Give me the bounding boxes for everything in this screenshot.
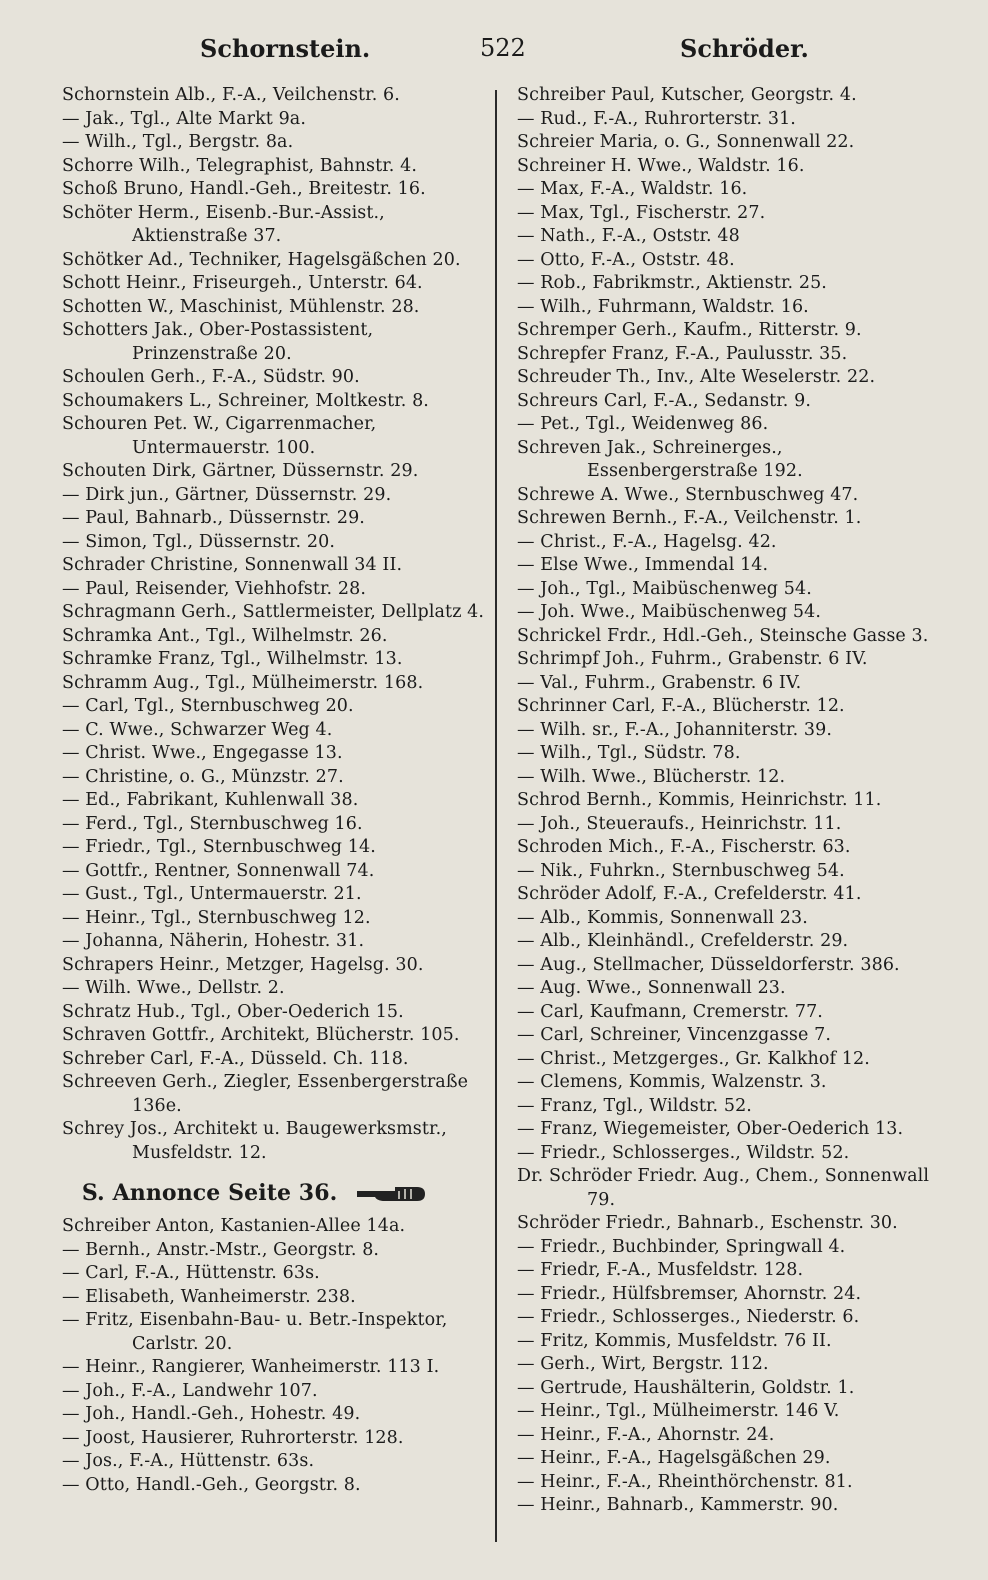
directory-entry: — Wilh. Wwe., Blücherstr. 12.	[517, 766, 786, 787]
directory-entry: — Nik., Fuhrkn., Sternbuschweg 54.	[517, 860, 845, 881]
directory-entry: Schreurs Carl, F.-A., Sedanstr. 9.	[517, 390, 812, 411]
directory-entry: — Jos., F.-A., Hüttenstr. 63s.	[62, 1451, 315, 1471]
directory-entry: Schreven Jak., Schreinerges., Essenbergerstraße 192.	[517, 437, 803, 481]
directory-entry: Schouten Dirk, Gärtner, Düssernstr. 29.	[62, 461, 419, 481]
directory-entry: — Wilh., Fuhrmann, Waldstr. 16.	[517, 296, 809, 317]
directory-entry: — C. Wwe., Schwarzer Weg 4.	[62, 719, 333, 740]
directory-entry: Schöter Herm., Eisenb.-Bur.-Assist., Aktienstraße 37.	[62, 202, 385, 246]
directory-entry: — Aug. Wwe., Sonnenwall 23.	[517, 978, 786, 998]
directory-entry: — Carl, Schreiner, Vincenzgasse 7.	[517, 1025, 832, 1045]
directory-entry: — Paul, Bahnarb., Düssernstr. 29.	[62, 508, 365, 528]
directory-entry: — Wilh., Tgl., Südstr. 78.	[517, 743, 741, 763]
directory-entry: Dr. Schröder Friedr. Aug., Chem., Sonnenwall 79.	[517, 1166, 930, 1210]
directory-entry: — Wilh., Tgl., Bergstr. 8a.	[62, 132, 294, 152]
directory-entry: Schremper Gerh., Kaufm., Ritterstr. 9.	[517, 320, 862, 340]
directory-entry: — Jak., Tgl., Alte Markt 9a.	[62, 108, 306, 129]
directory-entry: Schragmann Gerh., Sattlermeister, Dellplatz 4.	[62, 602, 485, 622]
directory-entry: Schreier Maria, o. G., Sonnenwall 22.	[517, 132, 855, 152]
directory-entry: — Christ., F.-A., Hagelsg. 42.	[517, 531, 777, 552]
directory-entry: — Bernh., Anstr.-Mstr., Georgstr. 8.	[62, 1239, 380, 1260]
directory-entry: — Fritz, Kommis, Musfeldstr. 76 II.	[517, 1330, 832, 1351]
directory-entry: — Gust., Tgl., Untermauerstr. 21.	[62, 884, 362, 904]
directory-entry: Schröder Friedr., Bahnarb., Eschenstr. 30.	[517, 1213, 898, 1233]
pointing-hand-icon	[355, 1185, 427, 1203]
directory-entry: — Friedr., Schlosserges., Niederstr. 6.	[517, 1307, 860, 1327]
directory-entry: — Elisabeth, Wanheimerstr. 238.	[62, 1286, 356, 1307]
directory-entry: — Otto, Handl.-Geh., Georgstr. 8.	[62, 1474, 361, 1495]
directory-entry: — Ed., Fabrikant, Kuhlenwall 38.	[62, 790, 359, 810]
directory-entry: — Heinr., Tgl., Sternbuschweg 12.	[62, 907, 371, 928]
directory-entry: Schreiber Anton, Kastanien-Allee 14a.	[62, 1216, 406, 1236]
directory-entry: Schratz Hub., Tgl., Ober-Oederich 15.	[62, 1001, 404, 1022]
directory-entry: — Nath., F.-A., Oststr. 48	[517, 226, 740, 246]
header-right-keyword: Schröder.	[680, 34, 809, 63]
left-column	[62, 84, 497, 1497]
right-entries	[517, 84, 947, 1518]
page-number: 522	[480, 34, 526, 62]
directory-entry: — Christ. Wwe., Engegasse 13.	[62, 743, 343, 763]
directory-entry: Schornstein Alb., F.-A., Veilchenstr. 6.	[62, 85, 400, 105]
directory-entry: — Joh., Handl.-Geh., Hohestr. 49.	[62, 1404, 361, 1424]
directory-entry: Schröder Adolf, F.-A., Crefelderstr. 41.	[517, 884, 862, 904]
directory-entry: — Joh., Steueraufs., Heinrichstr. 11.	[517, 813, 842, 834]
directory-entry: Schramke Franz, Tgl., Wilhelmstr. 13.	[62, 649, 403, 669]
directory-entry: Schorre Wilh., Telegraphist, Bahnstr. 4.	[62, 155, 418, 176]
directory-entry: Schouren Pet. W., Cigarrenmacher, Untermauerstr. 100.	[62, 414, 377, 458]
directory-entry: — Carl, Kaufmann, Cremerstr. 77.	[517, 1001, 823, 1022]
directory-entry: — Max, F.-A., Waldstr. 16.	[517, 179, 748, 199]
directory-entry: Schoulen Gerh., F.-A., Südstr. 90.	[62, 367, 360, 387]
directory-entry: — Joost, Hausierer, Ruhrorterstr. 128.	[62, 1427, 404, 1448]
directory-entry: — Rud., F.-A., Ruhrorterstr. 31.	[517, 108, 796, 129]
directory-entry: — Else Wwe., Immendal 14.	[517, 555, 769, 575]
directory-entry: Schroden Mich., F.-A., Fischerstr. 63.	[517, 837, 851, 857]
directory-entry: Schrewen Bernh., F.-A., Veilchenstr. 1.	[517, 508, 862, 528]
directory-entry: — Ferd., Tgl., Sternbuschweg 16.	[62, 813, 363, 834]
directory-entry: — Dirk jun., Gärtner, Düssernstr. 29.	[62, 484, 392, 505]
directory-entry: Schotten W., Maschinist, Mühlenstr. 28.	[62, 296, 420, 317]
directory-entry: Schreber Carl, F.-A., Düsseld. Ch. 118.	[62, 1048, 409, 1069]
directory-entry: Schrewe A. Wwe., Sternbuschweg 47.	[517, 484, 859, 505]
directory-entry: — Franz, Tgl., Wildstr. 52.	[517, 1095, 752, 1116]
directory-entry: — Wilh. Wwe., Dellstr. 2.	[62, 978, 285, 998]
directory-entry: — Wilh. sr., F.-A., Johanniterstr. 39.	[517, 719, 833, 740]
directory-entry: — Aug., Stellmacher, Düsseldorferstr. 386.	[517, 954, 900, 975]
directory-entry: — Otto, F.-A., Oststr. 48.	[517, 249, 735, 270]
directory-entry: Schrod Bernh., Kommis, Heinrichstr. 11.	[517, 790, 882, 810]
directory-entry: Schraven Gottfr., Architekt, Blücherstr. 105.	[62, 1025, 460, 1045]
directory-entry: Schrinner Carl, F.-A., Blücherstr. 12.	[517, 696, 845, 716]
right-column	[517, 84, 947, 1518]
directory-entry: — Johanna, Näherin, Hohestr. 31.	[62, 931, 365, 951]
directory-entry: Schoß Bruno, Handl.-Geh., Breitestr. 16.	[62, 179, 426, 199]
directory-entry: — Joh. Wwe., Maibüschenweg 54.	[517, 602, 822, 622]
directory-entry: — Carl, Tgl., Sternbuschweg 20.	[62, 696, 354, 716]
directory-entry: — Friedr., Buchbinder, Springwall 4.	[517, 1236, 846, 1257]
directory-entry: — Alb., Kommis, Sonnenwall 23.	[517, 907, 808, 928]
directory-entry: — Heinr., Rangierer, Wanheimerstr. 113 I.	[62, 1357, 440, 1377]
directory-entry: Schötker Ad., Techniker, Hagelsgäßchen 20.	[62, 249, 461, 270]
directory-entry: Schotters Jak., Ober-Postassistent, Prinzenstraße 20.	[62, 320, 374, 364]
directory-entry: — Joh., Tgl., Maibüschenweg 54.	[517, 578, 812, 599]
directory-entry: — Gertrude, Haushälterin, Goldstr. 1.	[517, 1377, 855, 1398]
directory-entry: — Val., Fuhrm., Grabenstr. 6 IV.	[517, 672, 802, 693]
directory-entry: Schrimpf Joh., Fuhrm., Grabenstr. 6 IV.	[517, 649, 868, 669]
directory-entry: — Heinr., F.-A., Hagelsgäßchen 29.	[517, 1448, 831, 1468]
directory-entry: Schreiber Paul, Kutscher, Georgstr. 4.	[517, 85, 857, 105]
directory-entry: Schreiner H. Wwe., Waldstr. 16.	[517, 155, 805, 176]
left-entries-after	[62, 1215, 497, 1497]
directory-entry: Schrey Jos., Architekt u. Baugewerksmstr., Musfeldstr. 12.	[62, 1119, 447, 1163]
directory-entry: Schrickel Frdr., Hdl.-Geh., Steinsche Gasse 3.	[517, 625, 929, 646]
directory-entry: — Christ., Metzgerges., Gr. Kalkhof 12.	[517, 1048, 870, 1069]
directory-entry: — Franz, Wiegemeister, Ober-Oederich 13.	[517, 1119, 904, 1139]
directory-entry: — Heinr., Bahnarb., Kammerstr. 90.	[517, 1495, 839, 1515]
directory-entry: — Gerh., Wirt, Bergstr. 112.	[517, 1354, 769, 1374]
directory-entry: Schrapers Heinr., Metzger, Hagelsg. 30.	[62, 954, 424, 975]
directory-entry: — Max, Tgl., Fischerstr. 27.	[517, 202, 766, 223]
directory-entry: — Christine, o. G., Münzstr. 27.	[62, 766, 344, 787]
page-header	[0, 26, 988, 66]
directory-entry: Schreeven Gerh., Ziegler, Essenbergerstraße 136e.	[62, 1072, 469, 1116]
directory-entry: Schramm Aug., Tgl., Mülheimerstr. 168.	[62, 672, 424, 693]
directory-entry: Schramka Ant., Tgl., Wilhelmstr. 26.	[62, 625, 388, 646]
directory-entry: Schreuder Th., Inv., Alte Weselerstr. 22.	[517, 367, 876, 387]
directory-entry: — Rob., Fabrikmstr., Aktienstr. 25.	[517, 273, 827, 293]
directory-entry: — Friedr., Hülfsbremser, Ahornstr. 24.	[517, 1283, 862, 1304]
directory-entry: — Pet., Tgl., Weidenweg 86.	[517, 414, 769, 434]
directory-entry: — Joh., F.-A., Landwehr 107.	[62, 1380, 318, 1401]
directory-entry: — Clemens, Kommis, Walzenstr. 3.	[517, 1072, 827, 1092]
directory-entry: Schott Heinr., Friseurgeh., Unterstr. 64.	[62, 273, 423, 293]
directory-entry: — Friedr, F.-A., Musfeldstr. 128.	[517, 1260, 804, 1280]
directory-entry: — Fritz, Eisenbahn-Bau- u. Betr.-Inspektor, Carlstr. 20.	[62, 1310, 448, 1354]
annonce-line	[62, 1179, 497, 1207]
directory-entry: — Simon, Tgl., Düssernstr. 20.	[62, 531, 336, 552]
annonce-text: S. Annonce Seite 36.	[81, 1180, 338, 1206]
directory-entry: Schoumakers L., Schreiner, Moltkestr. 8.	[62, 390, 429, 411]
left-entries	[62, 84, 497, 1165]
directory-entry: — Heinr., F.-A., Ahornstr. 24.	[517, 1424, 775, 1445]
directory-entry: — Alb., Kleinhändl., Crefelderstr. 29.	[517, 931, 849, 951]
directory-entry: — Heinr., Tgl., Mülheimerstr. 146 V.	[517, 1401, 840, 1421]
directory-entry: — Friedr., Tgl., Sternbuschweg 14.	[62, 837, 376, 857]
directory-entry: — Carl, F.-A., Hüttenstr. 63s.	[62, 1263, 320, 1283]
directory-entry: — Gottfr., Rentner, Sonnenwall 74.	[62, 860, 375, 881]
directory-entry: Schrader Christine, Sonnenwall 34 II.	[62, 555, 403, 575]
directory-entry: — Heinr., F.-A., Rheinthörchenstr. 81.	[517, 1471, 853, 1492]
directory-entry: Schrepfer Franz, F.-A., Paulusstr. 35.	[517, 343, 848, 364]
header-left-keyword: Schornstein.	[200, 34, 371, 63]
directory-entry: — Paul, Reisender, Viehhofstr. 28.	[62, 578, 366, 599]
directory-entry: — Friedr., Schlosserges., Wildstr. 52.	[517, 1142, 850, 1163]
